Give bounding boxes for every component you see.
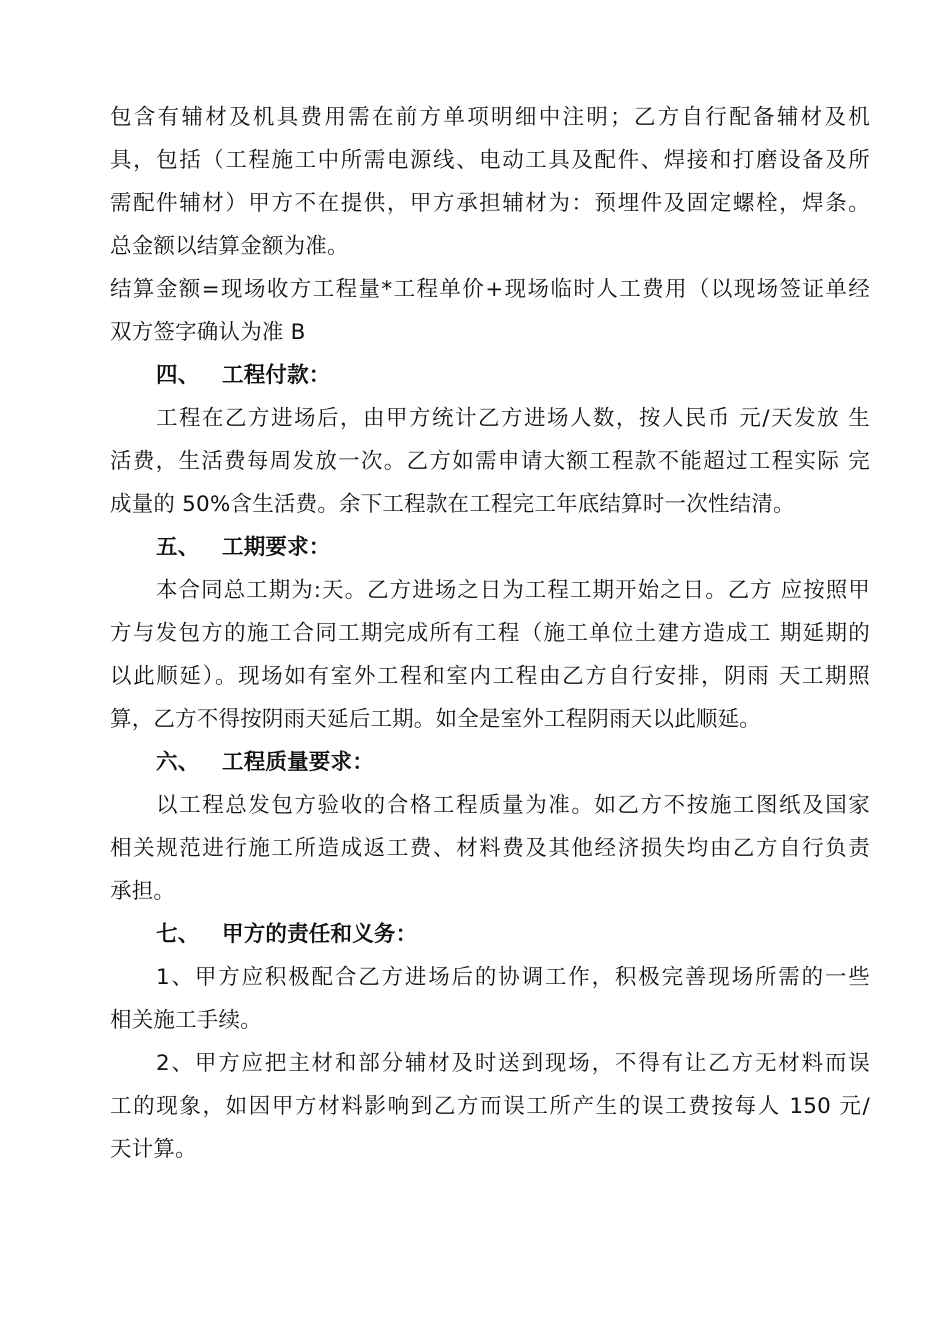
section-number: 七、	[156, 922, 200, 947]
paragraph-line: 算，乙方不得按阴雨天延后工期。如全是室外工程阴雨天以此顺延。	[110, 707, 762, 732]
section-number: 四、	[156, 363, 200, 388]
paragraph-line: 以工程总发包方验收的合格工程质量为准。如乙方不按施工图纸及国家	[156, 793, 870, 818]
section-number: 五、	[156, 535, 200, 560]
paragraph-line: 双方签字确认为准 B	[110, 320, 306, 345]
paragraph-line: 工的现象，如因甲方材料影响到乙方而误工所产生的误工费按每人 150 元/	[110, 1094, 870, 1119]
paragraph-line: 工程在乙方进场后，由甲方统计乙方进场人数，按人民币 元/天发放 生	[156, 406, 870, 431]
paragraph-line: 承担。	[110, 879, 176, 904]
paragraph-line: 包含有辅材及机具费用需在前方单项明细中注明；乙方自行配备辅材及机	[110, 105, 870, 130]
paragraph-line: 相关施工手续。	[110, 1008, 262, 1033]
paragraph-line: 天计算。	[110, 1137, 197, 1162]
section-title: 甲方的责任和义务：	[222, 922, 418, 947]
paragraph-line: 本合同总工期为:天。乙方进场之日为工程工期开始之日。乙方 应按照甲	[156, 578, 870, 603]
paragraph-line: 总金额以结算金额为准。	[110, 234, 349, 259]
paragraph-line: 1、甲方应积极配合乙方进场后的协调工作，积极完善现场所需的一些	[156, 965, 870, 990]
paragraph-line: 相关规范进行施工所造成返工费、材料费及其他经济损失均由乙方自行负责	[110, 836, 870, 861]
paragraph-line: 2、甲方应把主材和部分辅材及时送到现场，不得有让乙方无材料而误	[156, 1051, 870, 1076]
section-title: 工程质量要求：	[222, 750, 374, 775]
section-heading-6	[110, 741, 870, 784]
section-heading-5	[110, 526, 870, 569]
section-title: 工期要求：	[222, 535, 331, 560]
paragraph-line: 活费，生活费每周发放一次。乙方如需申请大额工程款不能超过工程实际 完	[110, 449, 870, 474]
section-number: 六、	[156, 750, 200, 775]
paragraph-line: 方与发包方的施工合同工期完成所有工程（施工单位土建方造成工 期延期的	[110, 621, 870, 646]
paragraph-line: 以此顺延）。现场如有室外工程和室内工程由乙方自行安排，阴雨 天工期照	[110, 664, 870, 689]
paragraph-line: 结算金额=现场收方工程量*工程单价+现场临时人工费用（以现场签证单经	[110, 277, 870, 302]
paragraph-line: 具，包括（工程施工中所需电源线、电动工具及配件、焊接和打磨设备及所	[110, 148, 870, 173]
paragraph-line: 成量的 50%含生活费。余下工程款在工程完工年底结算时一次性结清。	[110, 492, 795, 517]
section-heading-4	[110, 354, 870, 397]
paragraph-line: 需配件辅材）甲方不在提供，甲方承担辅材为：预埋件及固定螺栓，焊条。	[110, 191, 870, 216]
section-title: 工程付款：	[222, 363, 331, 388]
section-heading-7	[110, 913, 870, 956]
document-page	[110, 96, 870, 1171]
